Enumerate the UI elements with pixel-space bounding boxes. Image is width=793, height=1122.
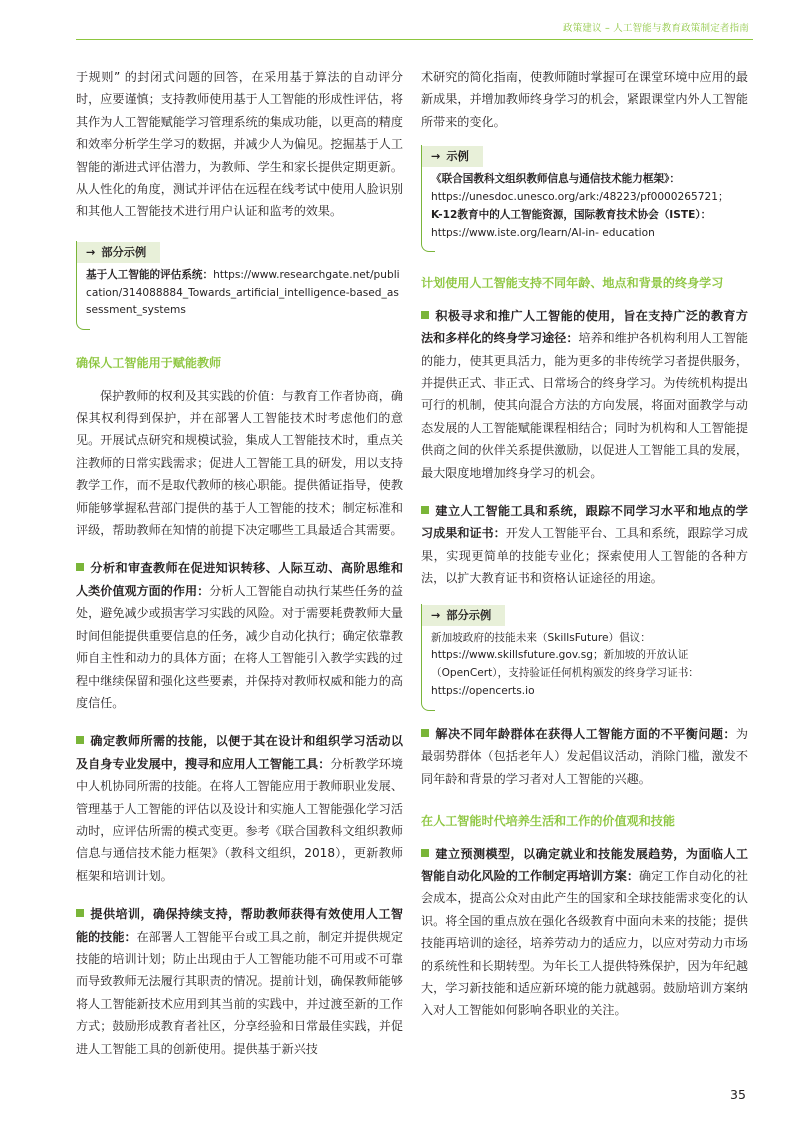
bullet-analyze-roles: 分析和审查教师在促进知识转移、人际互动、高阶思维和人类价值观方面的作用：分析人工智能自动执行某些任务的益处，避免减少或损害学习实践的风险。对于需要耗费教师大量时间但能提供重要信息的任务，减少自动化执行；确定依靠教师自主性和动力的具体方面；在将人工智能引入教学实践的过程中继续保留和强化这些要素，并保持对教师权威和能力的高度信任。 <box>76 561 403 710</box>
example-tag: → 部分示例 <box>76 242 160 263</box>
arrow-right-icon: → <box>431 150 441 164</box>
example-box-assessment <box>76 241 403 330</box>
arrow-right-icon: → <box>431 608 441 622</box>
intro-paragraph: 于规则” 的封闭式问题的回答，在采用基于算法的自动评分时，应要谨慎；支持教师使用基于人工智能的形成性评估，将其作为人工智能赋能学习管理系统的集成功能，以更高的精度和效率分析学生学习的数据，并减少人为偏见。挖掘基于人工智能的渐进式评估潜力，为教师、学生和家长提供定期更新。从人性化的角度，测试并评估在远程在线考试中使用人脸识别和其他人工智能技术进行用户认证和监考的效果。 <box>76 70 403 219</box>
example-rule <box>421 145 422 244</box>
bullet-square-icon <box>76 736 84 744</box>
continued-paragraph: 术研究的简化指南，使教师随时掌握可在课堂环境中应用的最新成果，并增加教师终身学习的机会，紧跟课堂内外人工智能所带来的变化。 <box>421 70 748 129</box>
bullet-square-icon <box>76 909 84 917</box>
left-column <box>76 66 403 1060</box>
example-link[interactable]: https://www.iste.org/learn/AI-in- education <box>431 226 655 239</box>
example-box-frameworks <box>421 145 748 252</box>
bullet-track-outcomes: 建立人工智能工具和系统，跟踪不同学习水平和地点的学习成果和证书：开发人工智能平台、工具和系统，跟踪学习成果，实现更简单的技能专业化；探索使用人工智能的各种方法，以扩大教育证书和资格认证途径的用途。 <box>421 504 748 586</box>
arrow-right-icon: → <box>86 245 96 259</box>
bullet-teacher-training: 提供培训，确保持续支持，帮助教师获得有效使用人工智能的技能：在部署人工智能平台或工具之前，制定并提供规定技能的培训计划；防止出现由于人工智能功能不可用或不可靠而导致教师无法履行其职责的情况。提前计划，确保教师能够将人工智能新技术应用到其当前的实践中，并过渡至新的工作方式；鼓励形成教育者社区，分享经验和日常最佳实践，并促进人工智能工具的创新使用。提供基于新兴技 <box>76 907 403 1056</box>
bullet-square-icon <box>421 311 429 319</box>
example-body: 基于人工智能的评估系统：https://www.researchgate.net/publication/314088884_Towards_artificial_intelligence-based_assessment_systems <box>86 268 400 317</box>
bullet-predictive-models: 建立预测模型，以确定就业和技能发展趋势，为面临人工智能自动化风险的工作制定再培训方案：确定工作自动化的社会成本，提高公众对由此产生的国家和全球技能需求变化的认识。将全国的重点放在强化各级教育中面向未来的技能；提供技能再培训的途径，培养劳动力的适应力，以应对劳动力市场的系统性和长期转型。为年长工人提供特殊保护，因为年纪越大，学习新技能和适应新环境的能力就越弱。鼓励培训方案纳入对人工智能如何影响各职业的关注。 <box>421 846 748 1018</box>
example-tag: → 示例 <box>421 146 483 167</box>
example-tag: → 部分示例 <box>421 605 505 626</box>
example-body: 新加坡政府的技能未来（SkillsFuture）倡议：https://www.skillsfuture.gov.sg；新加坡的开放认证（OpenCert），支持验证任何机构颁发的终身学习证书：https://opencerts.io <box>431 631 699 698</box>
example-corner <box>421 703 435 711</box>
bullet-age-imbalance: 解决不同年龄群体在获得人工智能方面的不平衡问题：为最弱势群体（包括老年人）发起倡议活动，消除门槛，激发不同年龄和背景的学习者对人工智能的兴趣。 <box>421 726 748 786</box>
example-corner <box>76 322 90 330</box>
example-body: 《联合国教科文组织教师信息与通信技术能力框架》： https://unesdoc.unesco.org/ark:/48223/pf0000265721； K-12教育中的人工智能资源，国际教育技术协会（ISTE）： https://www.iste.org/learn/AI-in- education <box>431 173 729 239</box>
example-link[interactable]: https://unesdoc.unesco.org/ark:/48223/pf0000265721； <box>431 191 729 204</box>
section-title-lifelong: 计划使用人工智能支持不同年龄、地点和背景的终身学习 <box>421 276 724 291</box>
section-title-values: 在人工智能时代培养生活和工作的价值观和技能 <box>421 814 675 829</box>
bullet-square-icon <box>421 849 429 857</box>
page-number: 35 <box>730 1087 746 1102</box>
example-corner <box>421 244 435 252</box>
bullet-square-icon <box>421 506 429 514</box>
example-rule <box>421 604 422 703</box>
right-column <box>421 66 748 1022</box>
running-header: 政策建议 – 人工智能与教育政策制定者指南 <box>563 23 749 34</box>
bullet-square-icon <box>421 729 429 737</box>
header-rule <box>76 39 753 40</box>
section-title-teachers: 确保人工智能用于赋能教师 <box>76 356 222 371</box>
example-link[interactable]: https://www.researchgate.net/publication/314088884_Towards_artificial_intelligence-based_assessment_systems <box>86 268 400 317</box>
bullet-promote-ai: 积极寻求和推广人工智能的使用，旨在支持广泛的教育方法和多样化的终身学习途径：培养和维护各机构利用人工智能的能力，使其更具活力，能为更多的非传统学习者提供服务，并提供正式、非正式、日常场合的终身学习。为传统机构提出可行的机制，使其向混合方法的方向发展，将面对面教学与动态发展的人工智能赋能课程相结合；同时为机构和人工智能提供商之间的伙伴关系提供激励，以促进人工智能工具的发展，最大限度地增加终身学习的机会。 <box>421 308 748 480</box>
bullet-teacher-skills: 确定教师所需的技能，以便于其在设计和组织学习活动以及自身专业发展中，搜寻和应用人工智能工具：分析教学环境中人机协同所需的技能。在将人工智能应用于教师职业发展、管理基于人工智能的评估以及设计和实施人工智能强化学习活动时，应评估所需的模式变更。参考《联合国教科文组织教师信息与通信技术能力框架》（教科文组织，2018），更新教师框架和培训计划。 <box>76 734 403 883</box>
teachers-paragraph: 保护教师的权利及其实践的价值：与教育工作者协商，确保其权利得到保护，并在部署人工智能技术时考虑他们的意见。开展试点研究和规模试验，集成人工智能技术时，重点关注教师的日常实践需求；促进人工智能工具的研发，用以支持教学工作，而不是取代教师的核心职能。提供循证指导，使教师能够掌握私营部门提供的基于人工智能的技术；制定标准和评级，帮助教师在知情的前提下决定哪些工具最适合其需要。 <box>76 388 403 538</box>
example-box-skillsfuture <box>421 604 748 711</box>
bullet-square-icon <box>76 563 84 571</box>
example-rule <box>76 241 77 322</box>
